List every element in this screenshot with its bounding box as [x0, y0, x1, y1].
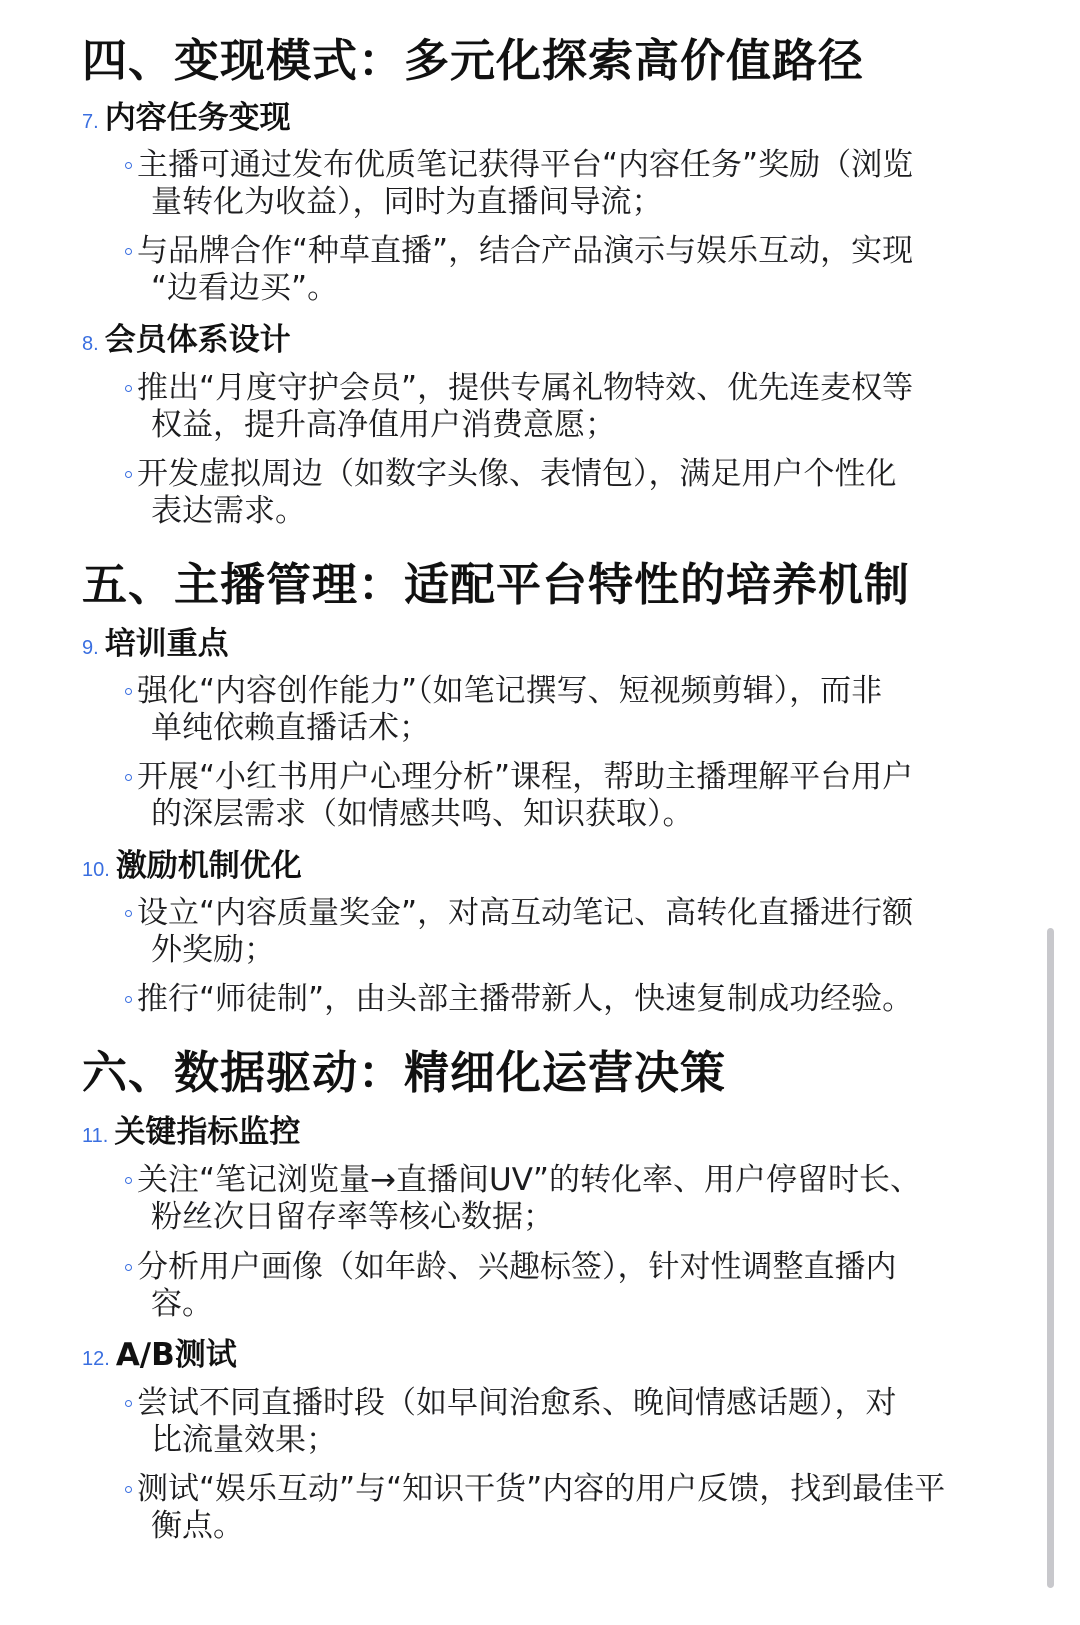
bullet-icon [125, 774, 132, 781]
item-title-key-metrics [82, 1112, 300, 1156]
bullet-text-line: 尝试不同直播时段（如早间治愈系、晚间情感话题），对 [137, 1385, 897, 1421]
item-number: 11. [82, 1125, 109, 1147]
bullet-text-line: 关注“笔记浏览量→直播间UV”的转化率、用户停留时长、 [137, 1162, 921, 1198]
item-title-text: 关键指标监控 [114, 1114, 301, 1150]
bullet-icon [125, 688, 132, 695]
bullet-text-line: 开展“小红书用户心理分析”课程，帮助主播理解平台用户 [137, 759, 914, 795]
list-item [125, 147, 985, 221]
list-item [125, 673, 985, 747]
list-item [125, 233, 985, 307]
list-item [125, 981, 985, 1018]
bullet-text-line: 的深层需求（如情感共鸣、知识获取）。 [151, 796, 694, 832]
bullet-text-line: 单纯依赖直播话术； [151, 710, 430, 746]
bullet-text-line: 表达需求。 [151, 493, 306, 529]
bullet-icon [125, 471, 132, 478]
bullet-icon [125, 910, 132, 917]
bullet-text-line: 衡点。 [151, 1508, 244, 1544]
item-title-membership [82, 320, 291, 364]
bullet-icon [125, 996, 132, 1003]
bullet-text-line: 开发虚拟周边（如数字头像、表情包），满足用户个性化 [137, 456, 897, 492]
section-heading-data-driven: 六、数据驱动：精细化运营决策 [82, 1046, 727, 1099]
bullet-icon [125, 162, 132, 169]
list-item [125, 1385, 985, 1459]
item-title-text: A/B测试 [115, 1337, 237, 1373]
bullet-icon [125, 1486, 132, 1493]
item-number: 9. [82, 637, 99, 659]
bullet-text-line: 强化“内容创作能力”（如笔记撰写、短视频剪辑），而非 [137, 673, 883, 709]
bullet-text-line: 粉丝次日留存率等核心数据； [151, 1199, 554, 1235]
list-item [125, 370, 985, 444]
item-number: 7. [82, 111, 99, 133]
item-title-content-task [82, 98, 291, 142]
bullet-icon [125, 1400, 132, 1407]
bullet-text-line: 容。 [151, 1286, 213, 1322]
list-item [125, 1162, 985, 1236]
item-title-text: 内容任务变现 [104, 100, 291, 136]
item-number: 12. [82, 1348, 110, 1370]
bullet-icon [125, 385, 132, 392]
bullet-icon [125, 1264, 132, 1271]
bullet-text-line: 权益，提升高净值用户消费意愿； [151, 407, 616, 443]
bullet-text-line: 与品牌合作“种草直播”，结合产品演示与娱乐互动，实现 [137, 233, 914, 269]
bullet-icon [125, 1177, 132, 1184]
list-item [125, 456, 985, 530]
item-title-text: 培训重点 [104, 626, 229, 662]
item-title-ab-test [82, 1335, 237, 1379]
section-heading-monetization: 四、变现模式：多元化探索高价值路径 [82, 34, 865, 87]
bullet-text-line: 推出“月度守护会员”，提供专属礼物特效、优先连麦权等 [137, 370, 914, 406]
bullet-text-line: 测试“娱乐互动”与“知识干货”内容的用户反馈，找到最佳平 [137, 1471, 946, 1507]
item-title-text: 激励机制优化 [115, 848, 302, 884]
list-item [125, 1249, 985, 1323]
item-number: 8. [82, 333, 99, 355]
bullet-text-line: 推行“师徒制”，由头部主播带新人，快速复制成功经验。 [137, 981, 914, 1017]
bullet-text-line: “边看边买”。 [151, 270, 339, 306]
list-item [125, 759, 985, 833]
bullet-text-line: 设立“内容质量奖金”，对高互动笔记、高转化直播进行额 [137, 895, 914, 931]
list-item [125, 1471, 985, 1545]
bullet-text-line: 外奖励； [151, 932, 275, 968]
item-title-training [82, 624, 229, 668]
bullet-text-line: 比流量效果； [151, 1422, 337, 1458]
bullet-icon [125, 248, 132, 255]
bullet-text-line: 量转化为收益），同时为直播间导流； [151, 184, 663, 220]
section-heading-anchor-management: 五、主播管理：适配平台特性的培养机制 [82, 558, 911, 611]
item-title-incentive [82, 846, 302, 890]
vertical-scrollbar[interactable] [1047, 928, 1054, 1588]
list-item [125, 895, 985, 969]
item-number: 10. [82, 859, 110, 881]
bullet-text-line: 主播可通过发布优质笔记获得平台“内容任务”奖励（浏览 [137, 147, 914, 183]
bullet-text-line: 分析用户画像（如年龄、兴趣标签），针对性调整直播内 [137, 1249, 897, 1285]
item-title-text: 会员体系设计 [104, 322, 291, 358]
